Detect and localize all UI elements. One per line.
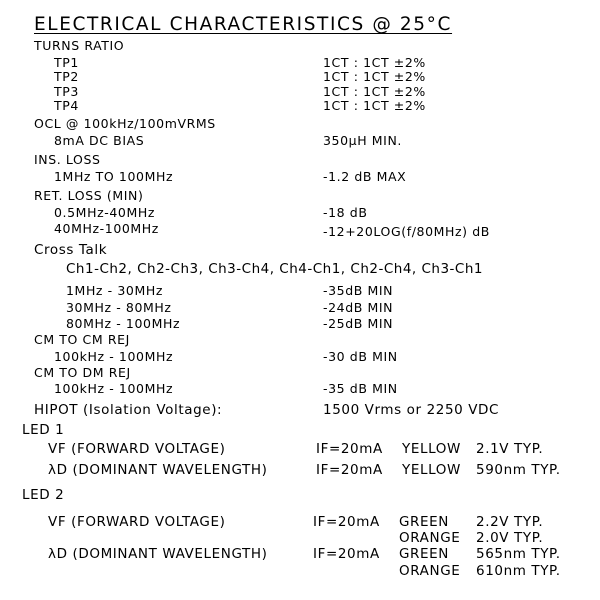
- led1-vf-value: 2.1V TYP.: [476, 441, 544, 457]
- page-title: ELECTRICAL CHARACTERISTICS @ 25°C: [34, 14, 453, 35]
- tp1-label: TP1: [54, 55, 79, 70]
- cm-to-dm-value: -35 dB MIN: [323, 381, 398, 396]
- led2-wavelength-color-orange: ORANGE: [399, 563, 461, 579]
- led2-wavelength-value-orange: 610nm TYP.: [476, 563, 561, 579]
- led1-vf-color: YELLOW: [402, 441, 461, 457]
- ret-loss-value-2: -12+20LOG(f/80MHz) dB: [323, 224, 490, 239]
- led2-wavelength-value-green: 565nm TYP.: [476, 546, 561, 562]
- led1-wavelength-value: 590nm TYP.: [476, 462, 561, 478]
- led1-wavelength-color: YELLOW: [402, 462, 461, 478]
- led2-wavelength-condition: IF=20mA: [313, 546, 380, 562]
- led2-vf-label: VF (FORWARD VOLTAGE): [48, 514, 226, 530]
- cross-talk-range-2: 30MHz - 80MHz: [66, 300, 172, 315]
- led2-vf-value-orange: 2.0V TYP.: [476, 530, 544, 546]
- led1-label: LED 1: [22, 422, 65, 438]
- ret-loss-value-1: -18 dB: [323, 205, 368, 220]
- ret-loss-range-1: 0.5MHz-40MHz: [54, 205, 155, 220]
- ins-loss-range: 1MHz TO 100MHz: [54, 169, 174, 184]
- tp3-value: 1CT : 1CT ±2%: [323, 84, 426, 99]
- cross-talk-value-3: -25dB MIN: [323, 316, 394, 331]
- tp4-value: 1CT : 1CT ±2%: [323, 98, 426, 113]
- ins-loss-label: INS. LOSS: [34, 152, 101, 167]
- led1-vf-label: VF (FORWARD VOLTAGE): [48, 441, 226, 457]
- led1-vf-condition: IF=20mA: [316, 441, 383, 457]
- ret-loss-label: RET. LOSS (MIN): [34, 188, 144, 203]
- cm-to-cm-range: 100kHz - 100MHz: [54, 349, 174, 364]
- cross-talk-label: Cross Talk: [34, 242, 108, 258]
- tp2-value: 1CT : 1CT ±2%: [323, 69, 426, 84]
- led2-vf-color-green: GREEN: [399, 514, 449, 530]
- tp3-label: TP3: [54, 84, 79, 99]
- led2-wavelength-color-green: GREEN: [399, 546, 449, 562]
- tp1-value: 1CT : 1CT ±2%: [323, 55, 426, 70]
- cm-to-cm-value: -30 dB MIN: [323, 349, 398, 364]
- led2-vf-condition: IF=20mA: [313, 514, 380, 530]
- hipot-value: 1500 Vrms or 2250 VDC: [323, 402, 500, 418]
- cross-talk-channels: Ch1-Ch2, Ch2-Ch3, Ch3-Ch4, Ch4-Ch1, Ch2-Ch4, Ch3-Ch1: [66, 261, 483, 277]
- cross-talk-value-1: -35dB MIN: [323, 283, 394, 298]
- cm-to-dm-label: CM TO DM REJ: [34, 365, 131, 380]
- led1-wavelength-condition: IF=20mA: [316, 462, 383, 478]
- tp2-label: TP2: [54, 69, 79, 84]
- ocl-bias: 8mA DC BIAS: [54, 133, 145, 148]
- turns-ratio-label: TURNS RATIO: [34, 38, 125, 53]
- ins-loss-value: -1.2 dB MAX: [323, 169, 407, 184]
- led2-wavelength-label: λD (DOMINANT WAVELENGTH): [48, 546, 268, 562]
- led2-vf-value-green: 2.2V TYP.: [476, 514, 544, 530]
- ocl-value: 350μH MIN.: [323, 133, 402, 148]
- led2-label: LED 2: [22, 487, 65, 503]
- cross-talk-range-1: 1MHz - 30MHz: [66, 283, 164, 298]
- cm-to-dm-range: 100kHz - 100MHz: [54, 381, 174, 396]
- cross-talk-value-2: -24dB MIN: [323, 300, 394, 315]
- cross-talk-range-3: 80MHz - 100MHz: [66, 316, 181, 331]
- hipot-label: HIPOT (Isolation Voltage):: [34, 402, 223, 418]
- led1-wavelength-label: λD (DOMINANT WAVELENGTH): [48, 462, 268, 478]
- tp4-label: TP4: [54, 98, 79, 113]
- led2-vf-color-orange: ORANGE: [399, 530, 461, 546]
- cm-to-cm-label: CM TO CM REJ: [34, 332, 130, 347]
- ocl-label: OCL @ 100kHz/100mVRMS: [34, 116, 216, 131]
- ret-loss-range-2: 40MHz-100MHz: [54, 221, 159, 236]
